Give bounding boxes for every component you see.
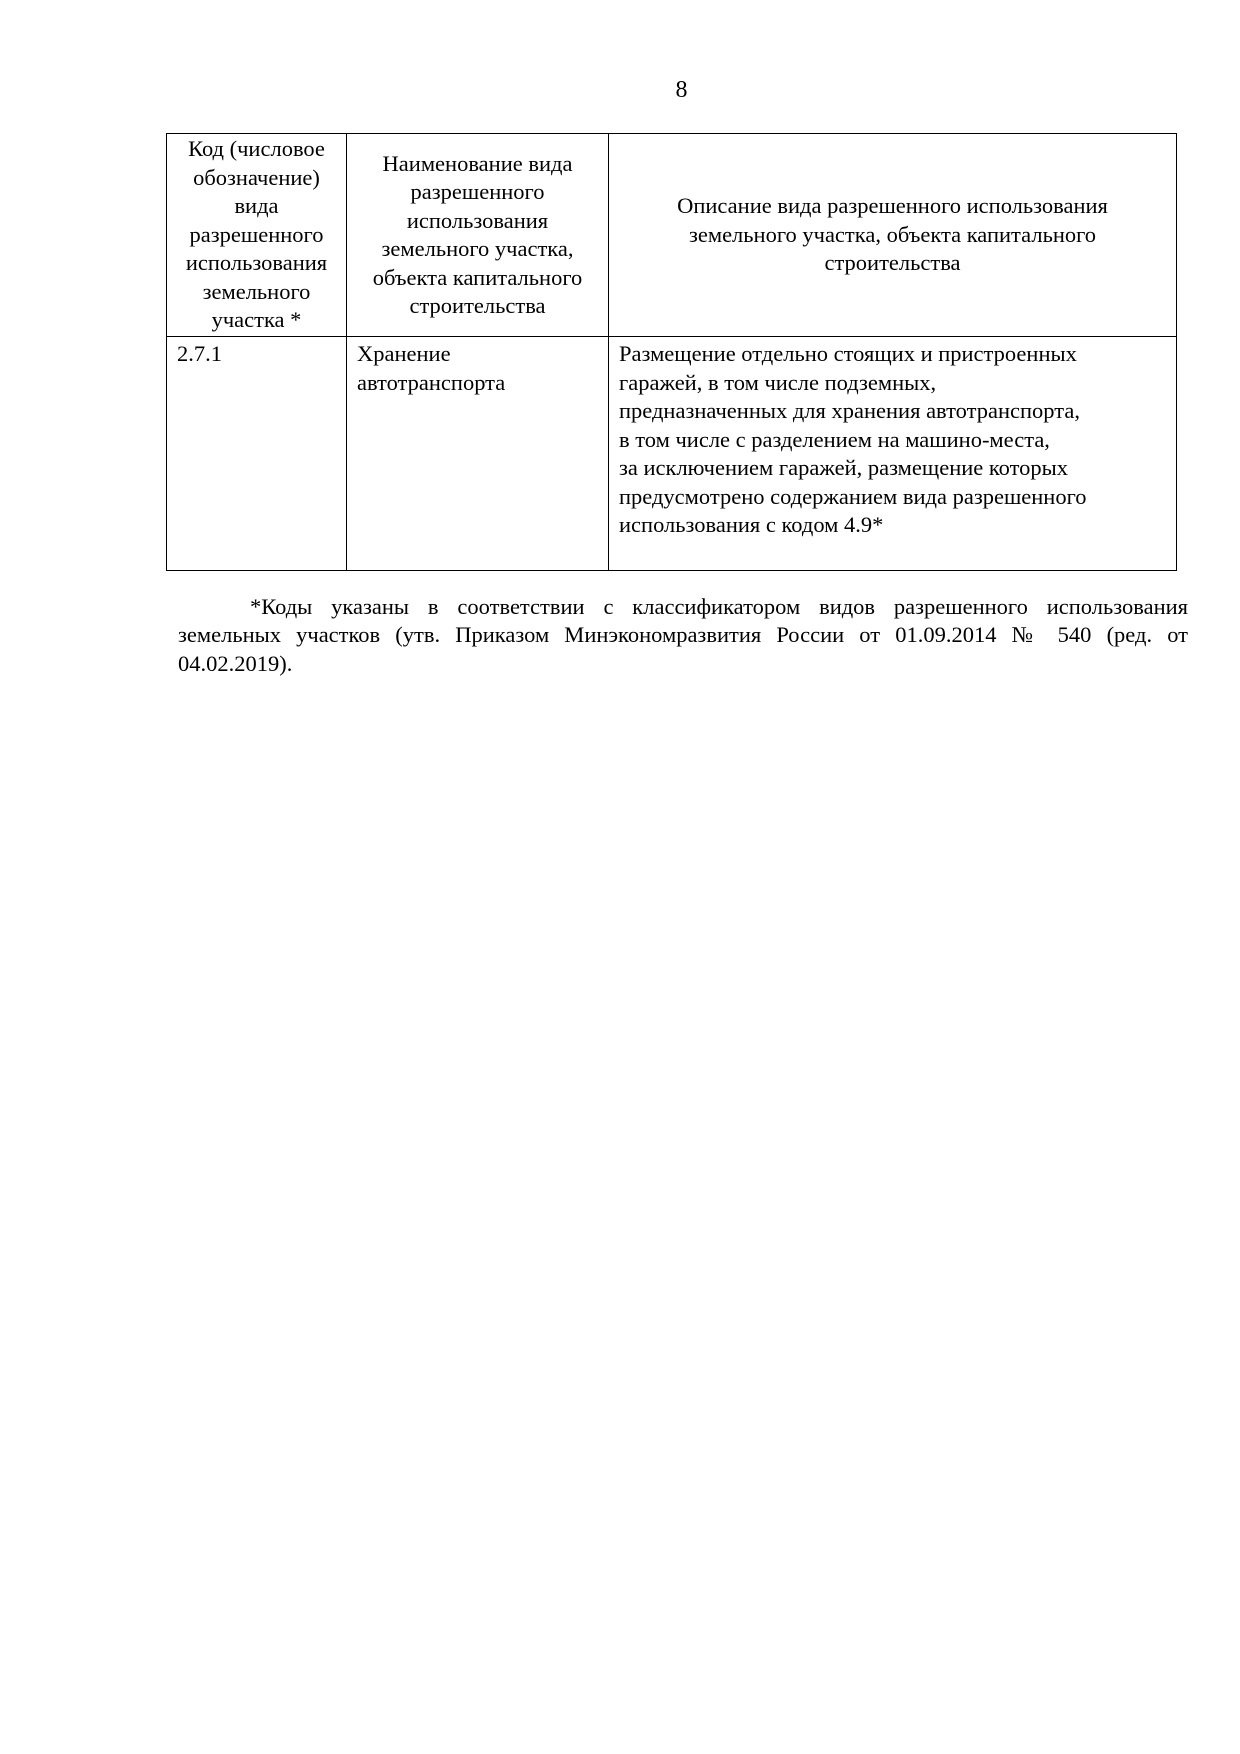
cell-code bbox=[167, 337, 347, 571]
description-line: в том числе с разделением на машино-места, bbox=[619, 426, 1050, 452]
header-code-line: Код (числовое bbox=[188, 136, 325, 162]
header-name-line: разрешенного bbox=[410, 179, 545, 204]
description-line: за исключением гаражей, размещение которых bbox=[619, 455, 1069, 480]
header-name-line: строительства bbox=[409, 293, 546, 318]
header-name-line: Наименование вида bbox=[382, 150, 573, 176]
page-number: 8 bbox=[675, 77, 688, 103]
cell-name bbox=[347, 337, 609, 571]
name-line: автотранспорта bbox=[357, 369, 506, 395]
header-code-line: обозначение) bbox=[193, 164, 320, 190]
footnote: *Коды указаны в соответствии с классификатором видов разрешенного использования земельных участков (утв. Приказом Минэкономразвития России от 01.09.2014 № 540 (ред. от 04.02.2019). bbox=[178, 593, 1188, 676]
header-code-line: использования bbox=[185, 250, 328, 276]
header-description-line: Описание вида разрешенного использования bbox=[677, 193, 1108, 219]
header-name-line: земельного участка, bbox=[381, 236, 574, 261]
header-code-line: разрешенного bbox=[189, 221, 324, 247]
code-value: 2.7.1 bbox=[177, 341, 222, 366]
header-description bbox=[609, 134, 1177, 337]
description-line: использования с кодом 4.9* bbox=[619, 512, 884, 537]
header-code-line: земельного bbox=[202, 278, 311, 304]
header-code bbox=[167, 134, 347, 337]
header-name bbox=[347, 134, 609, 337]
header-code-line: участка * bbox=[211, 307, 302, 333]
name-line: Хранение bbox=[357, 341, 451, 366]
description-line: Размещение отдельно стоящих и пристроенных bbox=[619, 341, 1077, 366]
description-line: гаражей, в том числе подземных, bbox=[619, 369, 937, 395]
table-row bbox=[167, 337, 1177, 571]
land-use-table bbox=[166, 133, 1177, 571]
header-name-line: использования bbox=[406, 207, 549, 233]
table-header-row bbox=[167, 134, 1177, 337]
header-description-line: строительства bbox=[824, 250, 961, 276]
description-line: предназначенных для хранения автотранспорта, bbox=[619, 398, 1080, 423]
header-code-line: вида bbox=[234, 193, 279, 219]
header-name-line: объекта капитального bbox=[372, 264, 583, 290]
cell-description bbox=[609, 337, 1177, 571]
description-line: предусмотрено содержанием вида разрешенного bbox=[619, 483, 1087, 509]
header-description-line: земельного участка, объекта капитального bbox=[688, 221, 1097, 247]
